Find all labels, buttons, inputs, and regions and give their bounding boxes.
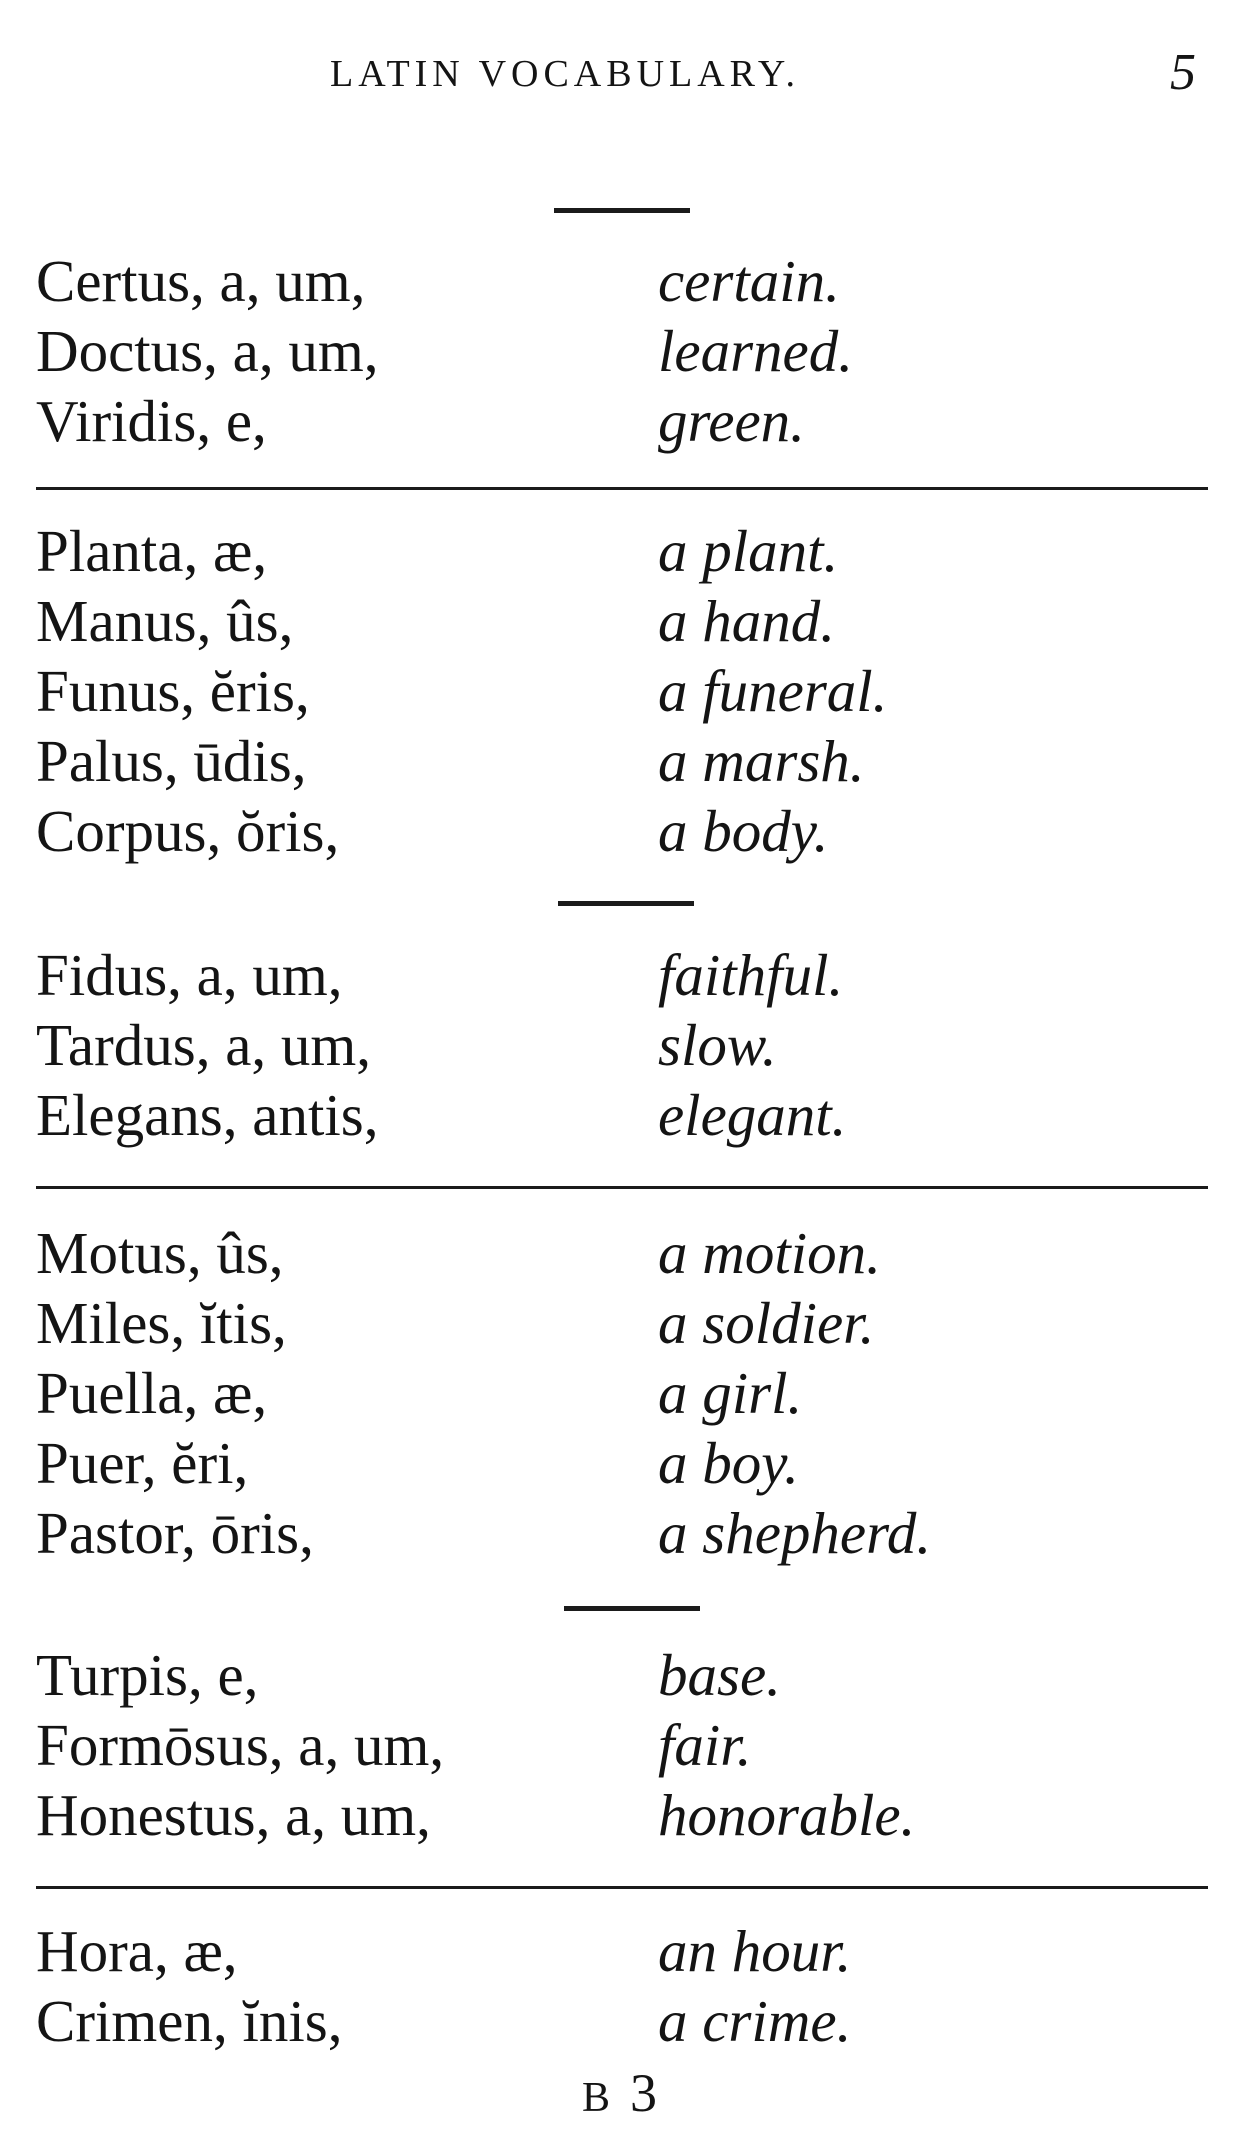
section-rule-short <box>558 901 694 906</box>
latin-word: Hora, æ, <box>36 1918 238 1984</box>
latin-word: Palus, ūdis, <box>36 728 307 794</box>
vocab-entry <box>0 726 1258 796</box>
vocab-entry <box>0 1498 1258 1568</box>
vocab-entry <box>0 1428 1258 1498</box>
latin-word: Manus, ûs, <box>36 588 294 654</box>
vocab-entry <box>0 796 1258 866</box>
latin-word: Planta, æ, <box>36 518 268 584</box>
english-meaning: a marsh. <box>658 728 865 794</box>
latin-word: Crimen, ĭnis, <box>36 1988 343 2054</box>
latin-word: Elegans, antis, <box>36 1082 379 1148</box>
latin-word: Formōsus, a, um, <box>36 1712 445 1778</box>
english-meaning: faithful. <box>658 942 844 1008</box>
english-meaning: green. <box>658 388 805 454</box>
latin-word: Motus, ûs, <box>36 1220 284 1286</box>
running-head <box>0 44 1258 101</box>
vocab-entry <box>0 1218 1258 1288</box>
latin-word: Viridis, e, <box>36 388 267 454</box>
latin-word: Tardus, a, um, <box>36 1012 372 1078</box>
english-meaning: slow. <box>658 1012 777 1078</box>
english-meaning: base. <box>658 1642 781 1708</box>
english-meaning: an hour. <box>658 1918 852 1984</box>
vocab-entry <box>0 656 1258 726</box>
latin-word: Miles, ĭtis, <box>36 1290 287 1356</box>
latin-word: Turpis, e, <box>36 1642 259 1708</box>
vocab-entry <box>0 1640 1258 1710</box>
page-number: 5 <box>1170 44 1196 101</box>
english-meaning: certain. <box>658 248 840 314</box>
english-meaning: honorable. <box>658 1782 916 1848</box>
section-rule-long <box>36 1886 1208 1889</box>
english-meaning: a crime. <box>658 1988 852 2054</box>
signature-letter: B <box>582 2075 613 2121</box>
vocab-entry <box>0 1780 1258 1850</box>
vocab-entry <box>0 1080 1258 1150</box>
latin-word: Fidus, a, um, <box>36 942 343 1008</box>
latin-word: Doctus, a, um, <box>36 318 379 384</box>
section-rule-long <box>36 1186 1208 1189</box>
section-rule-short <box>564 1606 700 1611</box>
section-rule-long <box>36 487 1208 490</box>
vocab-entry <box>0 586 1258 656</box>
vocab-entry <box>0 246 1258 316</box>
english-meaning: a funeral. <box>658 658 888 724</box>
vocab-entry <box>0 516 1258 586</box>
latin-word: Puella, æ, <box>36 1360 268 1426</box>
english-meaning: fair. <box>658 1712 752 1778</box>
english-meaning: a shepherd. <box>658 1500 932 1566</box>
vocab-entry <box>0 386 1258 456</box>
english-meaning: learned. <box>658 318 853 384</box>
vocab-entry <box>0 940 1258 1010</box>
vocab-entry <box>0 1986 1258 2056</box>
signature-mark <box>582 2063 657 2123</box>
english-meaning: a hand. <box>658 588 835 654</box>
latin-word: Honestus, a, um, <box>36 1782 431 1848</box>
latin-word: Pastor, ōris, <box>36 1500 314 1566</box>
english-meaning: a boy. <box>658 1430 799 1496</box>
english-meaning: a plant. <box>658 518 839 584</box>
latin-word: Certus, a, um, <box>36 248 366 314</box>
vocab-entry <box>0 1916 1258 1986</box>
english-meaning: a motion. <box>658 1220 881 1286</box>
vocab-entry <box>0 1010 1258 1080</box>
vocab-entry <box>0 316 1258 386</box>
signature-number: 3 <box>630 2063 658 2123</box>
section-rule-short <box>554 208 690 213</box>
english-meaning: a girl. <box>658 1360 803 1426</box>
vocab-entry <box>0 1288 1258 1358</box>
vocab-entry <box>0 1358 1258 1428</box>
latin-word: Funus, ĕris, <box>36 658 310 724</box>
latin-word: Puer, ĕri, <box>36 1430 249 1496</box>
running-title: LATIN VOCABULARY. <box>330 53 800 95</box>
latin-word: Corpus, ŏris, <box>36 798 340 864</box>
english-meaning: a soldier. <box>658 1290 875 1356</box>
vocab-entry <box>0 1710 1258 1780</box>
english-meaning: a body. <box>658 798 829 864</box>
english-meaning: elegant. <box>658 1082 847 1148</box>
